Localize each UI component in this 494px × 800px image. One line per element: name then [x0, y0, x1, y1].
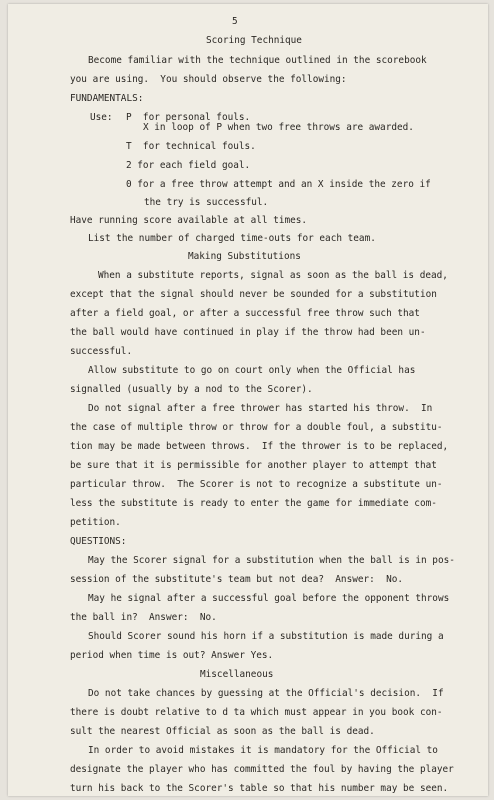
text-line: When a substitute reports, signal as soon as the ball is dead,: [98, 270, 448, 281]
text-line: period when time is out? Answer Yes.: [70, 650, 274, 661]
text-line: X in loop of P when two free throws are awarded.: [143, 122, 414, 133]
text-line: the case of multiple throw or throw for a double foul, a substitu-: [70, 422, 443, 433]
text-line: 2 for each field goal.: [126, 160, 251, 171]
text-line: Should Scorer sound his horn if a substitution is made during a: [88, 631, 444, 642]
text-line: May the Scorer signal for a substitution when the ball is in pos-: [88, 555, 455, 566]
text-line: there is doubt relative to d ta which must appear in you book con-: [70, 707, 443, 718]
text-line: after a field goal, or after a successful free throw such that: [70, 308, 420, 319]
substitutions-heading: Making Substitutions: [188, 251, 301, 262]
text-line: successful.: [70, 346, 133, 357]
text-line: be sure that it is permissible for another player to attempt that: [70, 460, 437, 471]
text-line: you are using. You should observe the following:: [70, 74, 347, 85]
text-line: designate the player who has committed the foul by having the player: [70, 764, 454, 775]
use-label: Use:: [90, 112, 113, 123]
text-line: Do not signal after a free thrower has started his throw. In: [88, 403, 433, 414]
fundamentals-label: FUNDAMENTALS:: [70, 93, 144, 104]
text-line: Become familiar with the technique outlined in the scorebook: [88, 55, 427, 66]
text-line: petition.: [70, 517, 121, 528]
page-number: 5: [232, 16, 238, 27]
text-line: tion may be made between throws. If the thrower is to be replaced,: [70, 441, 449, 452]
text-line: the ball in? Answer: No.: [70, 612, 217, 623]
text-line: signalled (usually by a nod to the Scorer).: [70, 384, 313, 395]
text-line: Allow substitute to go on court only when the Official has: [88, 365, 416, 376]
text-line: turn his back to the Scorer's table so that his number may be seen.: [70, 783, 449, 794]
text-line: Have running score available at all times.: [70, 215, 308, 226]
text-line: In order to avoid mistakes it is mandatory for the Official to: [88, 745, 438, 756]
text-line: T for technical fouls.: [126, 141, 256, 152]
text-line: less the substitute is ready to enter the game for immediate com-: [70, 498, 437, 509]
miscellaneous-heading: Miscellaneous: [200, 669, 274, 680]
text-line: 0 for a free throw attempt and an X inside the zero if: [126, 179, 431, 190]
text-line: P for personal fouls.: [126, 112, 251, 123]
text-line: the try is successful.: [144, 197, 269, 208]
questions-label: QUESTIONS:: [70, 536, 127, 547]
typed-page: [8, 4, 488, 796]
text-line: List the number of charged time-outs for each team.: [88, 233, 376, 244]
scoring-heading: Scoring Technique: [206, 35, 302, 46]
text-line: the ball would have continued in play if the throw had been un-: [70, 327, 426, 338]
text-line: May he signal after a successful goal before the opponent throws: [88, 593, 450, 604]
text-line: particular throw. The Scorer is not to recognize a substitute un-: [70, 479, 443, 490]
text-line: except that the signal should never be sounded for a substitution: [70, 289, 437, 300]
text-line: sult the nearest Official as soon as the ball is dead.: [70, 726, 375, 737]
text-line: session of the substitute's team but not dea? Answer: No.: [70, 574, 404, 585]
text-line: Do not take chances by guessing at the Official's decision. If: [88, 688, 444, 699]
